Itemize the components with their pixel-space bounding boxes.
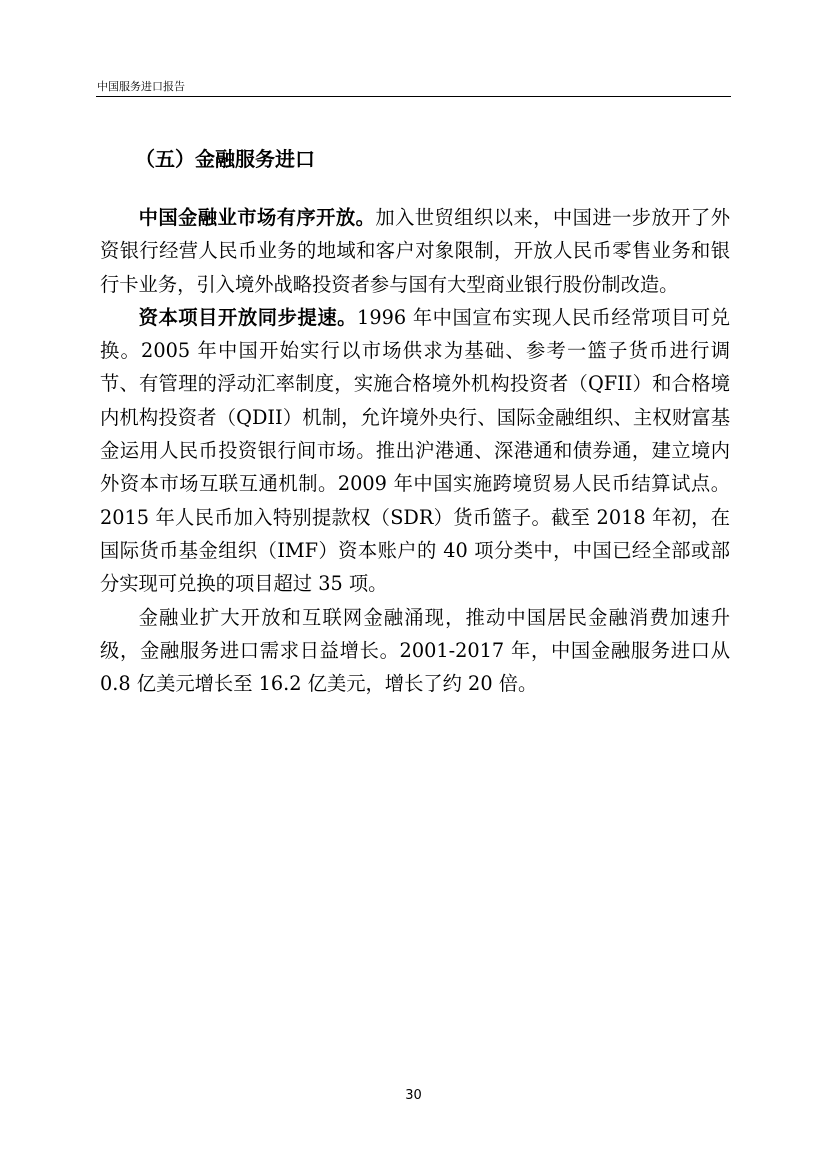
paragraph-import-growth xyxy=(100,601,730,701)
header-divider xyxy=(96,96,731,97)
body-text xyxy=(100,201,730,700)
paragraph-lead: 资本项目开放同步提速。 xyxy=(138,305,358,329)
paragraph-text: 金融业扩大开放和互联网金融涌现，推动中国居民金融消费加速升级，金融服务进口需求日益增长。2001-2017 年，中国金融服务进口从 0.8 亿美元增长至 16.2 亿美元，增长了约 20 倍。 xyxy=(100,605,730,696)
running-header: 中国服务进口报告 xyxy=(97,80,185,93)
paragraph-text: 加入世贸组织以来，中国进一步放开了外资银行经营人民币业务的地域和客户对象限制，开放人民币零售业务和银行卡业务，引入境外战略投资者参与国有大型商业银行股份制改造。 xyxy=(100,206,731,296)
paragraph-capital-account-opening xyxy=(100,301,730,601)
section-heading: （五）金融服务进口 xyxy=(135,147,315,171)
paragraph-financial-market-opening xyxy=(100,201,730,301)
paragraph-lead: 中国金融业市场有序开放。 xyxy=(138,206,376,229)
page-number: 30 xyxy=(405,1088,422,1103)
paragraph-text: 1996 年中国宣布实现人民币经常项目可兑换。2005 年中国开始实行以市场供求为基础、参考一篮子货币进行调节、有管理的浮动汇率制度，实施合格境外机构投资者（QFII）和合格境内机构投资者（QDII）机制，允许境外央行、国际金融组织、主权财富基金运用人民币投资银行间市场。推出沪港通、深港通和债券通，建立境内外资本市场互联互通机制。2009 年中国实施跨境贸易人民币结算试点。2015 年人民币加入特别提款权（SDR）货币篮子。截至 2018 年初，在国际货币基金组织（IMF）资本账户的 40 项分类中，中国已经全部或部分实现可兑换的项目超过 35 项。 xyxy=(100,305,730,596)
